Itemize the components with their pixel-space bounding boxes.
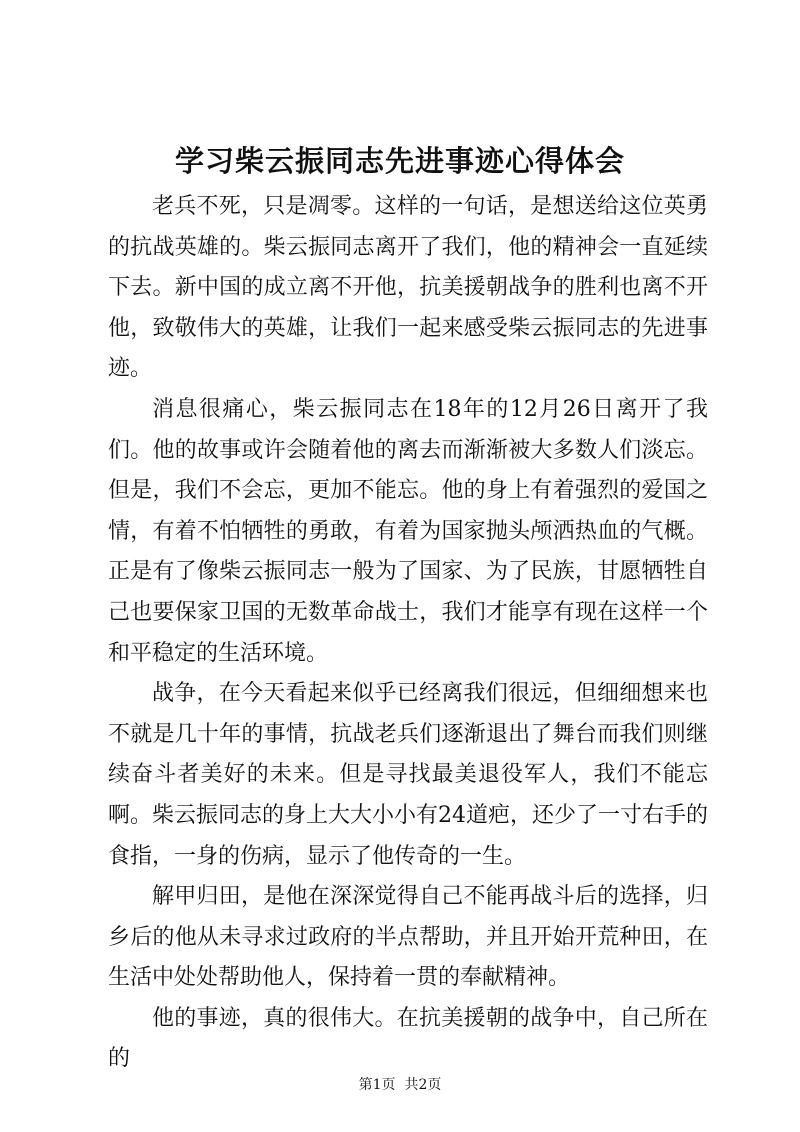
page-footer <box>0 1076 800 1094</box>
paragraph-2: 消息很痛心，柴云振同志在18年的12月26日离开了我们。他的故事或许会随着他的离去而渐渐被大多数人们淡忘。但是，我们不会忘，更加不能忘。他的身上有着强烈的爱国之情，有着不怕牺牲的勇敢，有着为国家抛头颅洒热血的气概。正是有了像柴云振同志一般为了国家、为了民族，甘愿牺牲自己也要保家卫国的无数革命战士，我们才能享有现在这样一个和平稳定的生活环境。 <box>108 396 708 666</box>
document-body <box>108 187 708 1080</box>
paragraph-3: 战争，在今天看起来似乎已经离我们很远，但细细想来也不就是几十年的事情，抗战老兵们逐渐退出了舞台而我们则继续奋斗者美好的未来。但是寻找最美退役军人，我们不能忘啊。柴云振同志的身上大大小小有24道疤，还少了一寸右手的食指，一身的伤病，显示了他传奇的一生。 <box>108 681 708 869</box>
document-title: 学习柴云振同志先进事迹心得体会 <box>174 144 625 178</box>
paragraph-1: 老兵不死，只是凋零。这样的一句话，是想送给这位英勇的抗战英雄的。柴云振同志离开了我们，他的精神会一直延续下去。新中国的成立离不开他，抗美援朝战争的胜利也离不开他，致敬伟大的英雄，让我们一起来感受柴云振同志的先进事迹。 <box>108 194 708 382</box>
paragraph-5: 他的事迹，真的很伟大。在抗美援朝的战争中，自己所在的 <box>108 1005 708 1072</box>
paragraph-4: 解甲归田，是他在深深觉得自己不能再战斗后的选择，归乡后的他从未寻求过政府的半点帮助，并且开始开荒种田，在生活中处处帮助他人，保持着一贯的奉献精神。 <box>108 884 708 991</box>
page-number-label: 第1页 共2页 <box>358 1077 442 1093</box>
